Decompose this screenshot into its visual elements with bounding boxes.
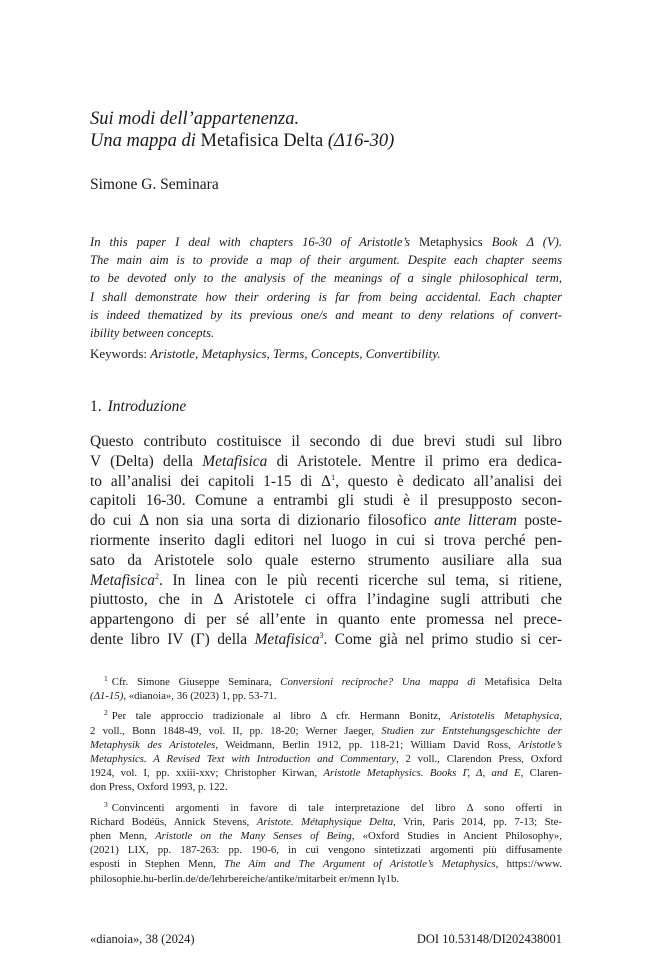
footnote-line bbox=[90, 829, 562, 843]
abstract-line bbox=[90, 233, 562, 251]
footnote-text: , «Oxford Studies in Ancient Philosophy», bbox=[351, 830, 563, 843]
title-work-name: Metafisica Delta bbox=[200, 131, 324, 151]
body-text: to all’analisi dei capitoli 1-15 di Δ bbox=[90, 472, 332, 490]
body-work-title: Metafisica bbox=[90, 571, 155, 589]
footnote-italic-text: Aristotle Metaphysics. Books Γ, Δ, and E bbox=[323, 767, 521, 780]
body-line: Questo contributo costituisce il secondo di due brevi studi sul libro bbox=[90, 433, 562, 450]
footnote-line bbox=[90, 752, 562, 766]
abstract bbox=[90, 233, 562, 342]
footnote-italic-text: Aristotle on the Many Senses of Being bbox=[155, 830, 352, 843]
footnote-text: esposti in Stephen Menn, bbox=[90, 858, 225, 871]
footnote-italic-text: Studien zur Entstehungsgeschichte der bbox=[381, 724, 562, 737]
footnote-text: , «dianoia», 36 (2023) 1, pp. 53-71. bbox=[123, 690, 277, 703]
abstract-line: The main aim is to provide a map of their argument. Despite each chapter seems bbox=[90, 253, 562, 268]
body-text: . In linea con le più recenti ricerche sul tema, si ritiene, bbox=[158, 571, 562, 589]
footnote-italic-text: Aristote. Métaphysique Delta bbox=[256, 815, 394, 828]
body-italic-phrase: ante litteram bbox=[434, 512, 517, 530]
body-text: do cui Δ non sia una sorta di dizionario filosofico bbox=[90, 512, 435, 530]
footnote-line bbox=[90, 738, 562, 752]
author-name: Simone G. Seminara bbox=[90, 176, 219, 193]
footnote-text: Per tale approccio tradizionale al libro Δ cfr. Hermann Bonitz, bbox=[111, 710, 451, 723]
footnote bbox=[90, 706, 562, 794]
abstract-line: ibility between concepts. bbox=[90, 326, 215, 341]
body-line: capitoli 16-30. Comune a entrambi gli studi è il presupposto secon- bbox=[90, 492, 562, 510]
footnotes bbox=[90, 672, 562, 889]
footnote-text: , 2 voll., Clarendon Press, Oxford bbox=[395, 753, 562, 766]
footnote bbox=[90, 672, 562, 703]
body-text: dente libro IV (Γ) della bbox=[90, 630, 255, 648]
footnote-line bbox=[90, 843, 562, 857]
abstract-line: is indeed thematized by its previous one/s and meant to deny relations of convert- bbox=[90, 307, 562, 322]
footnote-line bbox=[90, 672, 562, 689]
footnote-number: 2 bbox=[104, 708, 108, 718]
footnote-text: , Weidmann, Berlin 1912, pp. 118-21; William David Ross, bbox=[215, 738, 519, 751]
footnote-italic-text: Conversioni reciproche? Una mappa di bbox=[280, 676, 476, 688]
section-heading bbox=[90, 398, 186, 416]
journal-citation: «dianoia», 38 (2024) bbox=[90, 932, 195, 946]
body-line: riormente inserito dagli editori nel luogo in cui si trova perché pen- bbox=[90, 531, 562, 549]
body-line bbox=[90, 630, 562, 650]
abstract-line: I shall demonstrate how their ordering is far from being accidental. Each chapter bbox=[90, 289, 562, 304]
footnote-line bbox=[90, 872, 562, 886]
body-text: , questo è dedicato all’analisi dei bbox=[335, 472, 563, 490]
article-title bbox=[90, 108, 570, 152]
footnote-text: Richard Bodéüs, Annick Stevens, bbox=[90, 815, 257, 828]
section-title: Introduzione bbox=[107, 398, 187, 415]
footnote-italic-text: Metaphysics. A Revised Text with Introduction and Commentary bbox=[90, 753, 396, 766]
body-line: sato da Aristotele solo quale esterno strumento ausiliare alla sua bbox=[90, 551, 562, 569]
body-line bbox=[90, 472, 562, 492]
body-text: poste- bbox=[516, 512, 562, 530]
footnote-text: 2 voll., Bonn 1848-49, vol. II, pp. 18-20; Werner Jaeger, bbox=[90, 724, 382, 737]
body-line: appartengono di per sé all’ente in quanto ente promessa nel prece- bbox=[90, 611, 562, 629]
body-line bbox=[90, 452, 562, 472]
footnote-line bbox=[90, 724, 562, 738]
abstract-text: In this paper I deal with chapters 16-30 of Aristotle’s bbox=[90, 235, 419, 249]
title-line-2 bbox=[90, 130, 570, 152]
footnote-italic-text: The Aim and The Argument of Aristotle’s Metaphysics bbox=[224, 858, 496, 871]
body-text: . Come già nel primo studio si cer- bbox=[323, 630, 562, 648]
footnote-line bbox=[90, 706, 562, 723]
footnote-ref[interactable]: 2 bbox=[154, 571, 159, 581]
footnote-line bbox=[90, 857, 562, 871]
footnote-italic-text: Metaphysik des Aristoteles bbox=[90, 738, 216, 751]
body-line bbox=[90, 511, 562, 531]
abstract-text: Book Δ (V). bbox=[482, 235, 562, 249]
footnote-ref[interactable]: 1 bbox=[331, 472, 336, 482]
title-line-2-pre: Una mappa di bbox=[90, 131, 201, 151]
footnote-text: philosophie.hu-berlin.de/de/lehrbereiche/antike/mitarbeit er/menn Iγ1b. bbox=[90, 872, 400, 885]
body-work-title: Metafisica bbox=[254, 630, 320, 648]
title-line-1: Sui modi dell’appartenenza. bbox=[90, 109, 300, 129]
footnote-italic-text: (Δ1-15) bbox=[90, 690, 124, 703]
footnote-text: 1924, vol. I, pp. xxiii-xxv; Christopher Kirwan, bbox=[90, 767, 324, 780]
keywords-list: Aristotle, Metaphysics, Terms, Concepts, Convertibility. bbox=[150, 346, 441, 361]
title-line-2-post: (Δ16-30) bbox=[323, 131, 395, 151]
footnote-italic-text: Aristotle’s bbox=[518, 738, 562, 751]
footnote-number: 3 bbox=[104, 799, 108, 809]
keywords bbox=[90, 346, 441, 362]
footnote-text: don Press, Oxford 1993, p. 122. bbox=[90, 781, 228, 794]
page-footer bbox=[90, 932, 562, 947]
footnote-line bbox=[90, 689, 562, 703]
footnote-text: Metafisica Delta bbox=[475, 676, 562, 688]
footnote-line bbox=[90, 780, 562, 794]
footnote-line bbox=[90, 798, 562, 815]
body-text: di Aristotele. Mentre il primo era dedica- bbox=[267, 452, 562, 470]
footnote-number: 1 bbox=[104, 674, 108, 683]
abstract-work-title: Metaphysics bbox=[419, 235, 483, 249]
footnote-italic-text: Aristotelis Metaphysica bbox=[450, 710, 560, 723]
body-paragraph bbox=[90, 432, 562, 650]
footnote-text: , Claren- bbox=[520, 767, 562, 780]
body-work-title: Metafisica bbox=[202, 452, 268, 470]
footnote-text: (2021) LIX, pp. 187-263: pp. 190-6, in cui vengono sintetizzati argomenti più diffusamente bbox=[90, 844, 562, 857]
footnote-text: , Vrin, Paris 2014, pp. 7-13; Ste- bbox=[393, 815, 562, 828]
footnote-line bbox=[90, 815, 562, 829]
body-text: V (Delta) della bbox=[90, 452, 203, 470]
footnote-text: , bbox=[559, 710, 562, 723]
footnote bbox=[90, 798, 562, 886]
footnote-text: Convincenti argomenti in favore di tale interpretazione del libro Δ sono offerti in bbox=[111, 801, 562, 814]
footnote-ref[interactable]: 3 bbox=[319, 630, 324, 640]
body-line bbox=[90, 571, 562, 591]
footnote-text: phen Menn, bbox=[90, 830, 156, 843]
footnote-line bbox=[90, 766, 562, 780]
keywords-label: Keywords: bbox=[90, 346, 151, 361]
doi[interactable]: DOI 10.53148/DI202438001 bbox=[416, 932, 562, 946]
abstract-line: to be devoted only to the analysis of the meanings of a single philosophical term, bbox=[90, 271, 562, 286]
section-number: 1. bbox=[90, 398, 102, 415]
body-line: piuttosto, che in Δ Aristotele ci offra l’indagine sugli attributi che bbox=[90, 591, 562, 609]
footnote-text: Cfr. Simone Giuseppe Seminara, bbox=[111, 676, 281, 688]
footnote-text: , https://www. bbox=[495, 858, 562, 871]
